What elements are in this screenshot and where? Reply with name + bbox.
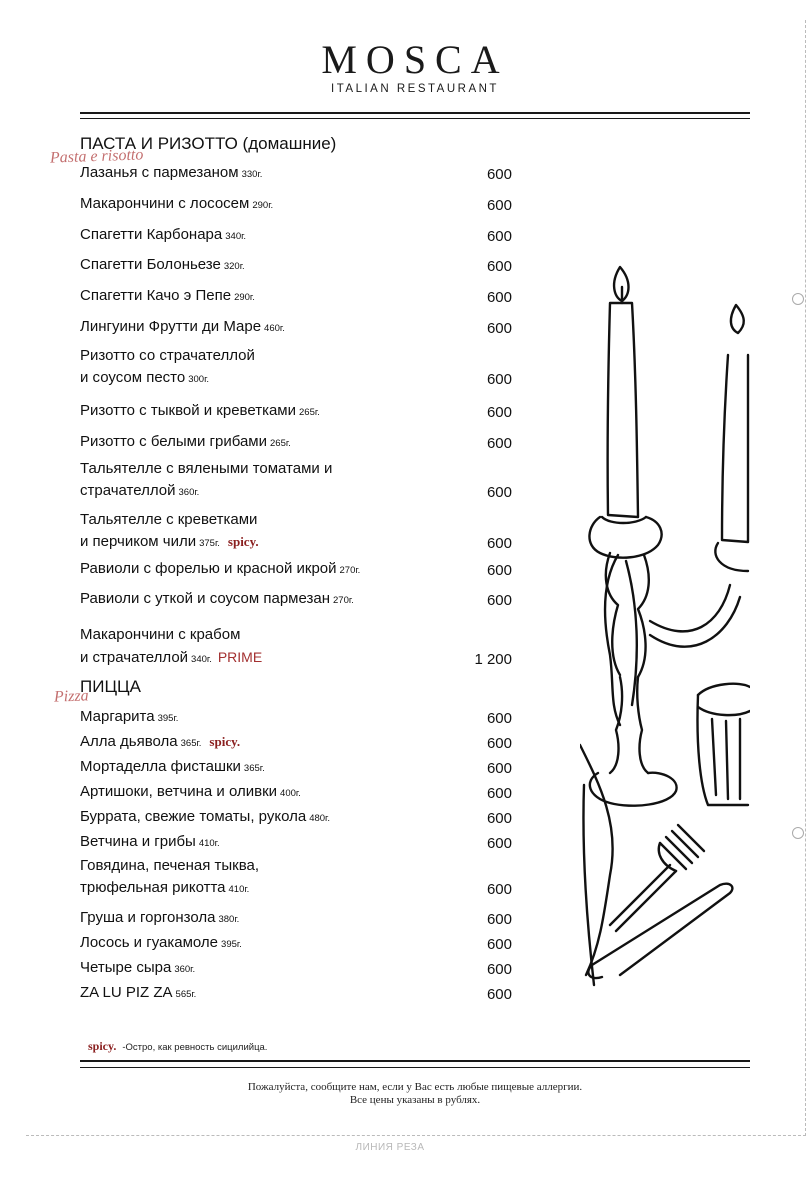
punch-hole xyxy=(792,293,804,305)
header-rule xyxy=(80,118,750,119)
menu-item: Тальятелле с креветками и перчиком чили 375г. spicy. 600 xyxy=(80,509,512,555)
item-price: 600 xyxy=(486,961,512,978)
menu-item: Равиоли с форелью и красной икрой 270г. 600 xyxy=(80,558,512,582)
item-price: 600 xyxy=(486,810,512,827)
menu-item: Буррата, свежие томаты, рукола 480г. 600 xyxy=(80,806,512,830)
item-price: 600 xyxy=(486,562,512,579)
footer-note: Пожалуйста, сообщите нам, если у Вас есть любые пищевые аллергии. Все цены указаны в рублях. xyxy=(247,1081,583,1106)
footer-rule xyxy=(80,1060,750,1062)
section-script-pizza: Pizza xyxy=(53,687,89,706)
candlestick-illustration xyxy=(580,225,750,1025)
menu-item: Лазанья с пармезаном 330г. 600 xyxy=(80,162,512,186)
menu-item: Четыре сыра 360г. 600 xyxy=(80,957,512,981)
menu-item: Равиоли с уткой и соусом пармезан 270г. 600 xyxy=(80,588,512,612)
section-title-pasta: ПАСТА И РИЗОТТО (домашние) xyxy=(80,134,337,153)
item-price: 600 xyxy=(486,166,512,183)
restaurant-subtitle: ITALIAN RESTAURANT xyxy=(331,83,499,95)
spicy-legend: spicy. -Остро, как ревность сицилийца. xyxy=(88,1039,268,1053)
item-price: 600 xyxy=(486,881,512,898)
item-price: 600 xyxy=(486,435,512,452)
item-price: 1 200 xyxy=(474,651,512,668)
spicy-badge: spicy. xyxy=(227,534,259,549)
menu-item: Алла дьявола 365г. spicy. 600 xyxy=(80,731,512,755)
punch-hole xyxy=(792,827,804,839)
prime-tag: PRIME xyxy=(217,649,263,665)
item-price: 600 xyxy=(486,986,512,1003)
menu-item: Груша и горгонзола 380г. 600 xyxy=(80,907,512,931)
item-price: 600 xyxy=(486,228,512,245)
menu-item: ZA LU PIZ ZA 565г. 600 xyxy=(80,982,512,1006)
item-price: 600 xyxy=(486,592,512,609)
menu-item: Ризотто с тыквой и креветками 265г. 600 xyxy=(80,400,512,424)
section-title-pizza: ПИЦЦА xyxy=(80,677,141,696)
item-price: 600 xyxy=(486,484,512,501)
item-price: 600 xyxy=(486,735,512,752)
menu-item: Лингуини Фрутти ди Маре 460г. 600 xyxy=(80,316,512,340)
menu-item: Говядина, печеная тыква, трюфельная рикотта 410г. 600 xyxy=(80,855,512,901)
item-price: 600 xyxy=(486,258,512,275)
item-price: 600 xyxy=(486,535,512,552)
item-price: 600 xyxy=(486,197,512,214)
menu-item: Мортаделла фисташки 365г. 600 xyxy=(80,756,512,780)
spicy-badge: spicy. xyxy=(209,734,241,749)
item-price: 600 xyxy=(486,835,512,852)
menu-item: Спагетти Болоньезе 320г. 600 xyxy=(80,254,512,278)
item-price: 600 xyxy=(486,911,512,928)
menu-item: Спагетти Карбонара 340г. 600 xyxy=(80,224,512,248)
menu-item: Макарончини с крабом и страчателлой 340г. PRIME 1 200 xyxy=(80,624,512,671)
item-price: 600 xyxy=(486,710,512,727)
item-price: 600 xyxy=(486,936,512,953)
menu-item: Ризотто с белыми грибами 265г. 600 xyxy=(80,431,512,455)
cut-line-label: ЛИНИЯ РЕЗА xyxy=(355,1142,425,1153)
menu-item: Маргарита 395г. 600 xyxy=(80,706,512,730)
menu-item: Спагетти Качо э Пепе 290г. 600 xyxy=(80,285,512,309)
restaurant-logo: MOSCA xyxy=(321,37,509,82)
menu-item: Ризотто со страчателлой и соусом песто 300г. 600 xyxy=(80,345,512,391)
item-price: 600 xyxy=(486,289,512,306)
item-price: 600 xyxy=(486,404,512,421)
menu-item: Ветчина и грибы 410г. 600 xyxy=(80,831,512,855)
spicy-badge: spicy. xyxy=(88,1039,117,1053)
menu-item: Лосось и гуакамоле 395г. 600 xyxy=(80,932,512,956)
footer-rule xyxy=(80,1067,750,1068)
header-rule xyxy=(80,112,750,114)
menu-item: Тальятелле с вялеными томатами и страчателлой 360г. 600 xyxy=(80,458,512,504)
item-price: 600 xyxy=(486,760,512,777)
section-script-pasta: Pasta e risotto xyxy=(49,146,144,167)
item-price: 600 xyxy=(486,785,512,802)
menu-item: Артишоки, ветчина и оливки 400г. 600 xyxy=(80,781,512,805)
item-price: 600 xyxy=(486,371,512,388)
menu-item: Макарончини с лососем 290г. 600 xyxy=(80,193,512,217)
item-price: 600 xyxy=(486,320,512,337)
